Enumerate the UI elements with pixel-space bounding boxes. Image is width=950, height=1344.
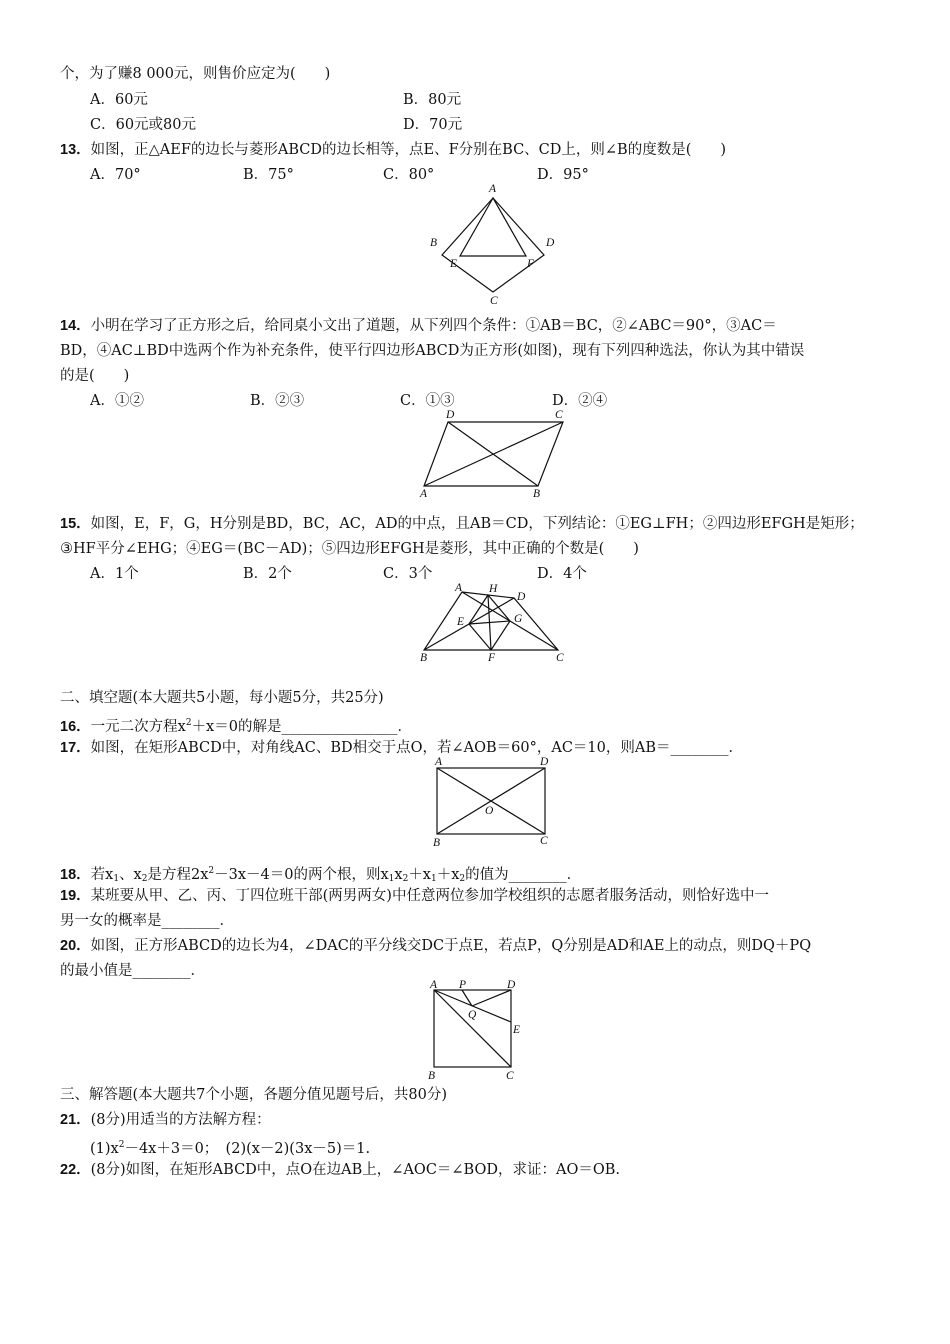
q17-text: 如图，在矩形ABCD中，对角线AC、BD相交于点O，若∠AOB＝60°，AC＝10，则AB＝________． <box>90 740 743 756</box>
q13-equilateral-triangle <box>460 198 526 256</box>
q13-figure <box>420 180 570 305</box>
q15-stem-line1 <box>60 514 864 534</box>
q18-s2: 2 <box>141 874 148 884</box>
q18-s3: 1 <box>388 874 395 884</box>
q15-text-1: 如图，E，F，G，H分别是BD，BC，AC，AD的中点，且AB＝CD，下列结论：①EG⊥FH；②四边形EFGH是矩形； <box>90 516 864 532</box>
q22-number: 22． <box>60 1162 91 1178</box>
q18-number: 18． <box>60 867 91 883</box>
q21-part1-sup: 2 <box>118 1140 125 1150</box>
q12-option-c[interactable]: C．60元或80元 <box>90 117 196 133</box>
q15-option-a[interactable]: A．1个 <box>90 566 139 582</box>
q12-option-d[interactable]: D．70元 <box>403 117 463 133</box>
q18-s4: 2 <box>402 874 409 884</box>
q14-label-c: C <box>555 409 563 421</box>
q21-parts-text: －4x＋3＝0； (2)(x－2)(3x－5)＝1. <box>124 1141 371 1157</box>
q16-text-pre: 一元二次方程x <box>90 719 186 735</box>
q22-stem <box>60 1160 620 1180</box>
q14-label-d: D <box>446 409 455 421</box>
q20-label-p: P <box>459 979 467 991</box>
q20-label-a: A <box>430 979 438 991</box>
q16-text-post: ＋x＝0的解是________________． <box>191 719 412 735</box>
q18-s1: 1 <box>113 874 120 884</box>
q17-label-b: B <box>433 837 441 849</box>
q18-t2: 、x <box>119 867 142 883</box>
q17-label-a: A <box>435 756 443 768</box>
q13-rhombus <box>442 198 544 292</box>
q19-number: 19． <box>60 888 91 904</box>
q14-option-c[interactable]: C．①③ <box>400 393 455 409</box>
q13-label-e: E <box>450 258 458 270</box>
q15-label-f: F <box>488 652 496 664</box>
q20-stem-line2: 的最小值是________． <box>60 963 205 979</box>
q15-option-b[interactable]: B．2个 <box>243 566 292 582</box>
q15-label-e: E <box>457 616 465 628</box>
q16-superscript: 2 <box>185 718 192 728</box>
q13-stem <box>60 140 726 160</box>
q15-label-d: D <box>517 591 526 603</box>
q14-stem-line3: 的是( ) <box>60 368 130 384</box>
q17-label-o: O <box>485 805 494 817</box>
q20-number: 20． <box>60 938 91 954</box>
q14-stem-line1 <box>60 316 777 336</box>
q20-label-d: D <box>507 979 516 991</box>
q19-stem-line1 <box>60 886 769 906</box>
q15-label-a: A <box>455 582 463 594</box>
q21-stem <box>60 1110 271 1130</box>
q22-text: (8分)如图，在矩形ABCD中，点O在边AB上，∠AOC＝∠BOD，求证：AO＝OB. <box>90 1162 621 1178</box>
q14-text-1: 小明在学习了正方形之后，给同桌小文出了道题，从下列四个条件：①AB＝BC，②∠ABC＝90°，③AC＝ <box>90 318 777 334</box>
q18-t7: ＋x <box>436 867 460 883</box>
q13-label-f: F <box>527 258 535 270</box>
q18-t6: ＋x <box>408 867 431 883</box>
q13-label-a: A <box>489 183 497 195</box>
q18-s6: 2 <box>459 874 466 884</box>
q17-stem <box>60 738 743 758</box>
q14-option-b[interactable]: B．②③ <box>250 393 305 409</box>
q18-sup: 2 <box>208 866 215 876</box>
q15-figure <box>410 580 575 665</box>
q13-label-c: C <box>490 295 498 307</box>
q15-label-b: B <box>420 652 428 664</box>
q21-number: 21． <box>60 1112 91 1128</box>
q15-stem-line2: ③HF平分∠EHG；④EG＝(BC－AD)；⑤四边形EFGH是菱形，其中正确的个数是( ) <box>60 541 639 557</box>
q21-parts <box>90 1135 370 1159</box>
q14-label-b: B <box>533 488 541 500</box>
q17-label-d: D <box>540 756 549 768</box>
q17-label-c: C <box>540 835 548 847</box>
q20-text-1: 如图，正方形ABCD的边长为4，∠DAC的平分线交DC于点E，若点P，Q分别是AD和AE上的动点，则DQ＋PQ <box>90 938 812 954</box>
q16-number: 16． <box>60 719 91 735</box>
q14-option-a[interactable]: A．①② <box>90 393 144 409</box>
q14-diagonal-bd <box>448 422 538 486</box>
q15-label-g: G <box>514 613 523 625</box>
q18-t3: 是方程2x <box>147 867 209 883</box>
section3-heading: 三、解答题(本大题共7个小题，各题分值见题号后，共80分) <box>60 1087 447 1103</box>
q20-label-c: C <box>506 1070 514 1082</box>
q13-label-b: B <box>430 237 438 249</box>
q16-stem <box>60 713 412 737</box>
q20-figure <box>425 978 530 1083</box>
q20-label-e: E <box>513 1024 521 1036</box>
q14-figure <box>410 408 585 500</box>
q20-label-b: B <box>428 1070 436 1082</box>
q15-label-h: H <box>489 583 498 595</box>
section2-heading: 二、填空题(本大题共5小题，每小题5分，共25分) <box>60 690 384 706</box>
q15-number: 15． <box>60 516 91 532</box>
q20-stem-line1 <box>60 936 811 956</box>
q12-continuation: 个，为了赚8 000元，则售价应定为( ) <box>60 66 331 82</box>
q21-text: (8分)用适当的方法解方程： <box>90 1112 271 1128</box>
q14-label-a: A <box>420 488 428 500</box>
q15-label-c: C <box>556 652 564 664</box>
q15-option-d[interactable]: D．4个 <box>537 566 587 582</box>
q15-option-c[interactable]: C．3个 <box>383 566 433 582</box>
q13-text: 如图，正△AEF的边长与菱形ABCD的边长相等，点E、F分别在BC、CD上，则∠B的度数是( ) <box>90 142 727 158</box>
q13-option-b[interactable]: B．75° <box>243 167 294 183</box>
q20-diagonal-ac <box>434 990 511 1067</box>
q13-option-c[interactable]: C．80° <box>383 167 435 183</box>
q18-t8: 的值为________． <box>465 867 582 883</box>
q13-number: 13． <box>60 142 91 158</box>
q18-t1: 若x <box>90 867 114 883</box>
q17-figure <box>425 755 560 850</box>
q14-stem-line2: BD，④AC⊥BD中选两个作为补充条件，使平行四边形ABCD为正方形(如图)，现有下列四种选法，你认为其中错误 <box>60 343 805 359</box>
q21-part1-pre: (1)x <box>90 1141 119 1157</box>
q18-t5: x <box>394 867 403 883</box>
q14-number: 14． <box>60 318 91 334</box>
q20-segment-qd <box>472 990 511 1006</box>
q14-option-d[interactable]: D．②④ <box>552 393 608 409</box>
q13-option-d[interactable]: D．95° <box>537 167 589 183</box>
q19-text-1: 某班要从甲、乙、丙、丁四位班干部(两男两女)中任意两位参加学校组织的志愿者服务活动，则恰好选中一 <box>90 888 769 904</box>
q20-label-q: Q <box>468 1009 477 1021</box>
q18-t4: －3x－4＝0的两个根，则x <box>214 867 389 883</box>
q13-option-a[interactable]: A．70° <box>90 167 141 183</box>
q18-s5: 1 <box>431 874 437 884</box>
q19-stem-line2: 男一女的概率是________． <box>60 913 234 929</box>
q12-option-a[interactable]: A．60元 <box>90 92 148 108</box>
q17-number: 17． <box>60 740 91 756</box>
q13-label-d: D <box>546 237 555 249</box>
q18-stem <box>60 861 581 889</box>
q12-option-b[interactable]: B．80元 <box>403 92 462 108</box>
